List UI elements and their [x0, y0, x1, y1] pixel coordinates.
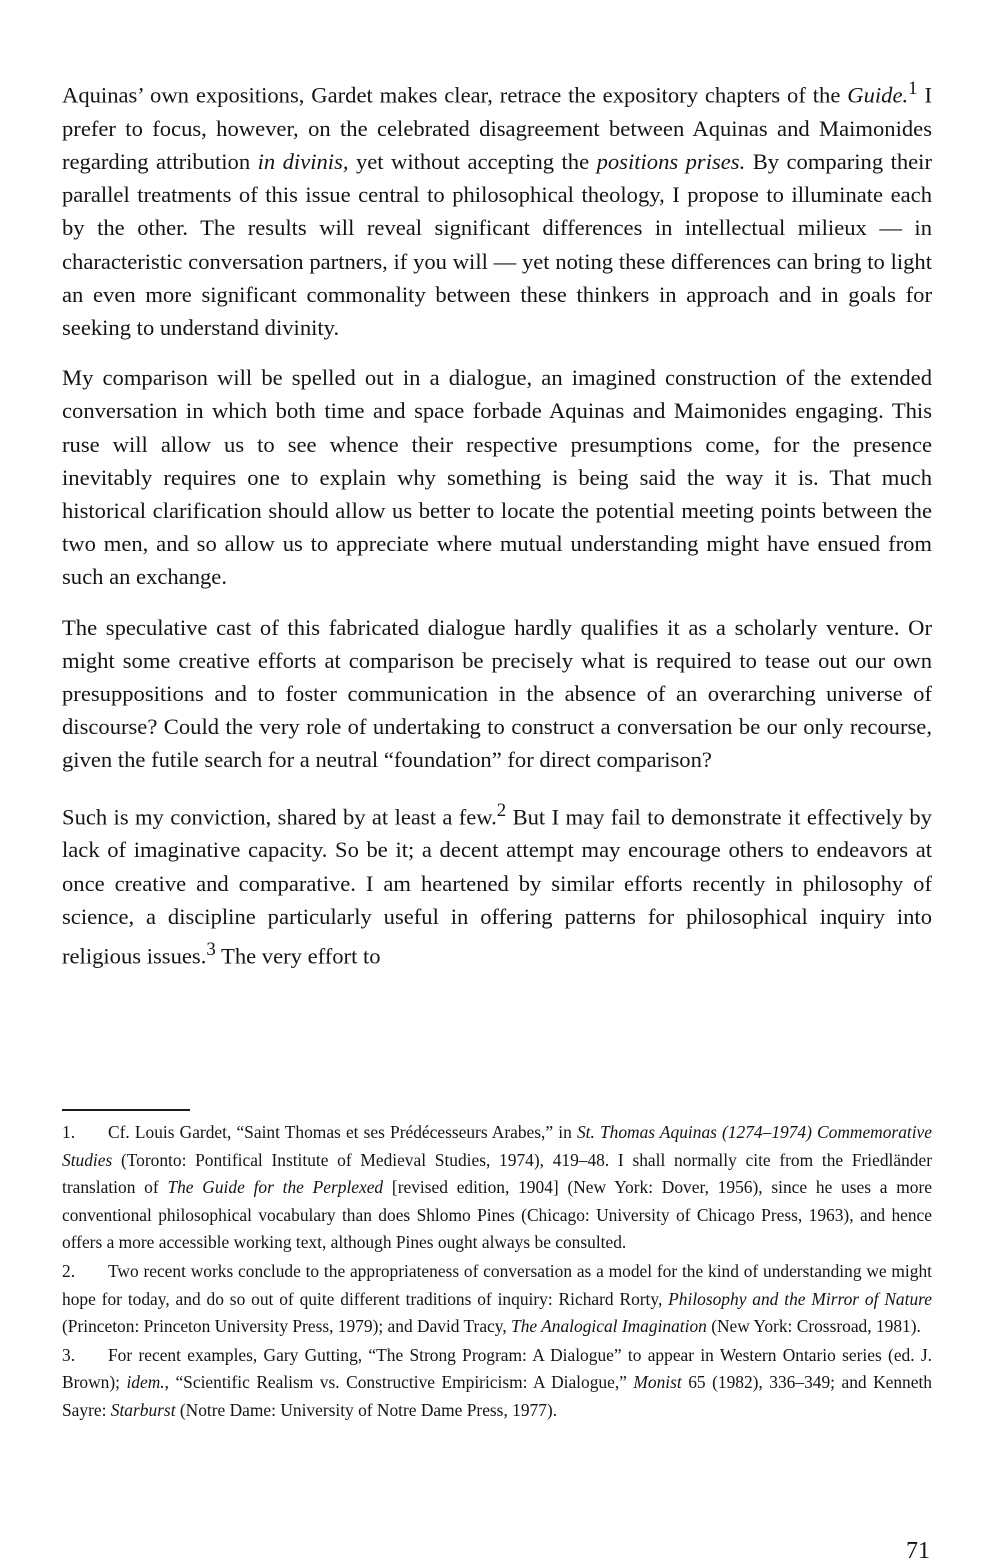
- footnote: [62, 1342, 932, 1425]
- text-run: (Toronto: Pontifical Institute of Medieval Studies, 1974), 419–48. I shall normally cite from the Friedländer translation of: [62, 1149, 932, 1198]
- paragraph: [62, 611, 932, 777]
- text-run: [revised edition, 1904] (New York: Dover, 1956), since he uses a more conventional philosophical vocabulary than does Shlomo Pines (Chicago: University of Chicago Press, 1963), and hence offers a more accessible working text, although Pines ought always be consulted.: [62, 1177, 932, 1253]
- text-run: I prefer to focus, however, on the celebrated disagreement between Aquinas and Maimonides regarding attribution: [62, 82, 932, 174]
- italic-text: positions prises.: [596, 148, 746, 174]
- italic-text: St. Thomas Aquinas (1274–1974) Commemorative Studies: [62, 1122, 932, 1170]
- italic-text: in divinis,: [257, 148, 349, 174]
- paragraph: [62, 794, 932, 973]
- text-run: The very effort to: [215, 943, 381, 969]
- footnote-number: 3.: [62, 1344, 76, 1365]
- footnote: [62, 1119, 932, 1257]
- text-run: (Notre Dame: University of Notre Dame Press, 1977).: [175, 1399, 558, 1420]
- text-run: Cf. Louis Gardet, “Saint Thomas et ses Prédécesseurs Arabes,” in: [108, 1122, 577, 1142]
- text-run: (New York: Crossroad, 1981).: [706, 1316, 921, 1337]
- paragraph: [62, 361, 932, 593]
- body-text: [62, 72, 932, 973]
- text-run: Aquinas’ own expositions, Gardet makes clear, retrace the expository chapters of the: [62, 82, 848, 108]
- text-run: yet without accepting the: [348, 148, 597, 174]
- footnote-number: 1.: [62, 1122, 76, 1142]
- italic-text: Starburst: [110, 1399, 176, 1420]
- footnote-ref: 1: [908, 78, 918, 99]
- text-run: Two recent works conclude to the appropriateness of conversation as a model for the kind of understanding we might hope for today, and do so out of quite different traditions of inquiry: Richard Rorty,: [62, 1260, 932, 1309]
- text-run: By comparing their parallel treatments of this issue central to philosophical theology, I propose to illuminate each by the other. The results will reveal significant differences in intellectual milieux — in characteristic conversation partners, if you will — yet noting these differences can bring to light an even more significant commonality between these thinkers in approach and in goals for seeking to understand divinity.: [62, 148, 932, 340]
- italic-text: Monist: [633, 1372, 682, 1393]
- text-run: , “Scientific Realism vs. Constructive Empiricism: A Dialogue,”: [164, 1372, 634, 1393]
- text-run: The speculative cast of this fabricated dialogue hardly qualifies it as a scholarly venture. Or might some creative efforts at comparison be precisely what is required to tease out our own presuppositions and to foster communication in the absence of an overarching universe of discourse? Could the very role of undertaking to construct a conversation be our only recourse, given the futile search for a neutral “foundation” for direct comparison?: [62, 614, 932, 773]
- footnote-ref: 3: [206, 938, 216, 960]
- footnote: [62, 1258, 932, 1341]
- italic-text: The Analogical Imagination: [511, 1316, 707, 1337]
- text-run: 65 (1982), 336–349; and Kenneth Sayre:: [62, 1372, 932, 1420]
- text-run: Such is my conviction, shared by at least a few.: [62, 804, 497, 830]
- footnote-ref: 2: [496, 799, 507, 821]
- page-number: 71: [906, 1538, 930, 1564]
- text-run: My comparison will be spelled out in a dialogue, an imagined construction of the extended conversation in which both time and space forbade Aquinas and Maimonides engaging. This ruse will allow us to see whence their respective presumptions come, for the presence inevitably requires one to explain why something is being said the way it is. That much historical clarification should allow us better to locate the potential meeting points between the two men, and so allow us to appreciate where mutual understanding might have ensued from such an exchange.: [62, 365, 932, 590]
- text-run: For recent examples, Gary Gutting, “The Strong Program: A Dialogue” to appear in Western Ontario series (ed. J. Brown);: [62, 1344, 932, 1393]
- text-run: But I may fail to demonstrate it effectively by lack of imaginative capacity. So be it; a decent attempt may encourage others to endeavors at once creative and comparative. I am heartened by similar efforts recently in philosophy of science, a discipline particularly useful in offering patterns for philosophical inquiry into religious issues.: [62, 804, 932, 969]
- italic-text: Guide.: [847, 82, 909, 108]
- paragraph: [62, 72, 932, 344]
- italic-text: idem.: [126, 1372, 165, 1393]
- footnote-separator: [62, 1109, 190, 1111]
- italic-text: The Guide for the Perplexed: [167, 1177, 384, 1198]
- text-run: (Princeton: Princeton University Press, 1979); and David Tracy,: [62, 1316, 512, 1337]
- italic-text: Philosophy and the Mirror of Nature: [668, 1288, 932, 1309]
- footnotes: [62, 1119, 932, 1426]
- footnote-number: 2.: [62, 1260, 76, 1281]
